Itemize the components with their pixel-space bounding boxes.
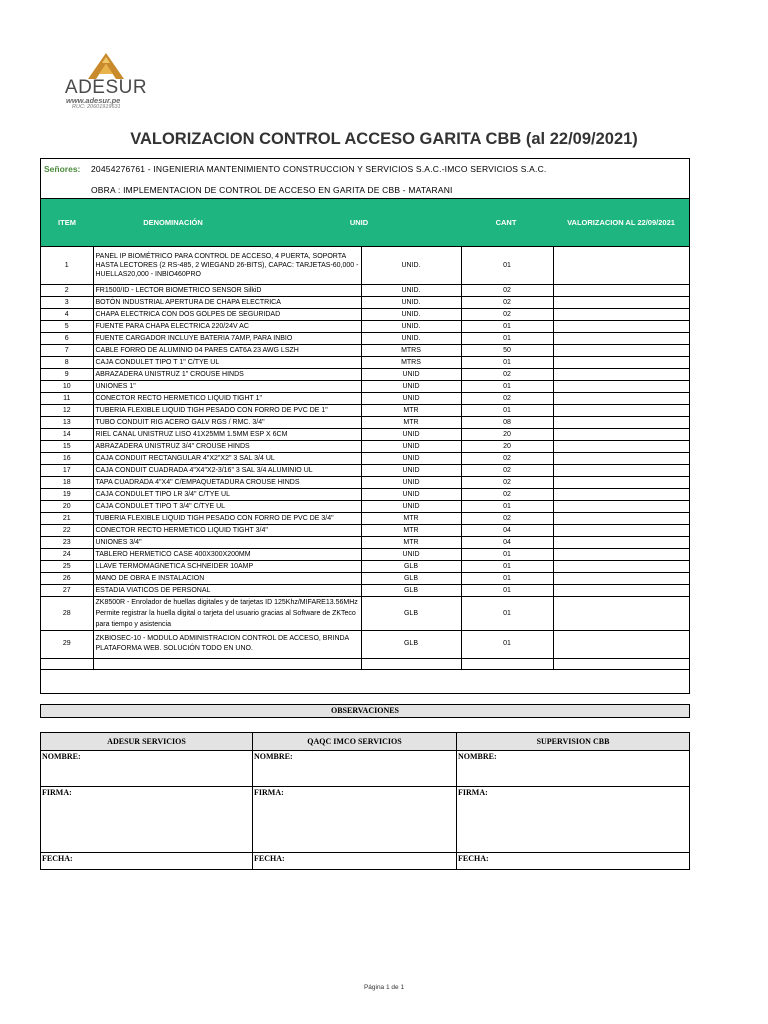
description-cell: FUENTE PARA CHAPA ELECTRICA 220/24V AC: [93, 320, 361, 332]
table-row: [41, 368, 689, 380]
unit-cell: MTR: [361, 524, 461, 536]
company-logo: [56, 52, 156, 122]
unit-cell: UNID: [361, 488, 461, 500]
description-cell: ZK8500R - Enrolador de huellas digitales y de tarjetas ID 125Khz/MIFARE13.56MHz Permite registrar la huella digital o tarjeta del usuario gracias al Software de ZKTeco para tiempo y asistencia: [93, 596, 361, 630]
table-row: [41, 380, 689, 392]
firma-label: FIRMA:: [254, 788, 284, 797]
nombre-field[interactable]: [253, 751, 456, 787]
quantity-cell: 01: [461, 560, 553, 572]
col-denominacion-header: DENOMINACIÓN: [143, 218, 203, 227]
table-row: [41, 630, 689, 658]
signature-col-supervision: [457, 733, 689, 869]
quantity-cell: 02: [461, 296, 553, 308]
quantity-cell: 50: [461, 344, 553, 356]
table-row: [41, 512, 689, 524]
unit-cell: UNID: [361, 392, 461, 404]
description-cell: ABRAZADERA UNISTRUZ 1" CROUSE HINDS: [93, 368, 361, 380]
quantity-cell: 02: [461, 488, 553, 500]
unit-cell: MTR: [361, 404, 461, 416]
table-row: [41, 440, 689, 452]
nombre-field[interactable]: [41, 751, 252, 787]
quantity-cell: 01: [461, 247, 553, 284]
table-row: [41, 344, 689, 356]
fecha-field[interactable]: [253, 853, 456, 869]
unit-cell: UNID.: [361, 308, 461, 320]
item-cell: 10: [41, 380, 93, 392]
signature-head: SUPERVISION CBB: [457, 733, 689, 751]
quantity-cell: 01: [461, 596, 553, 630]
unit-cell: UNID: [361, 464, 461, 476]
description-cell: ZKBIOSEC-10 - MODULO ADMINISTRACION CONTROL DE ACCESO, BRINDA PLATAFORMA WEB. SOLUCIÓN TODO EN UNO.: [93, 630, 361, 658]
item-cell: 5: [41, 320, 93, 332]
blank-row: [41, 658, 689, 669]
firma-field[interactable]: [41, 787, 252, 853]
table-row: [41, 572, 689, 584]
valorizacion-cell: [553, 596, 689, 630]
item-cell: 26: [41, 572, 93, 584]
valorizacion-cell: [553, 630, 689, 658]
description-cell: CAJA CONDUIT CUADRADA 4"X4"X2-3/16" 3 SAL 3/4 ALUMINIO UL: [93, 464, 361, 476]
quantity-cell: 01: [461, 630, 553, 658]
quantity-cell: 02: [461, 392, 553, 404]
table-row: [41, 584, 689, 596]
item-cell: 17: [41, 464, 93, 476]
quantity-cell: 08: [461, 416, 553, 428]
unit-cell: UNID: [361, 440, 461, 452]
unit-cell: UNID: [361, 500, 461, 512]
table-row: [41, 476, 689, 488]
item-cell: 19: [41, 488, 93, 500]
item-cell: 23: [41, 536, 93, 548]
item-cell: 22: [41, 524, 93, 536]
quantity-cell: 01: [461, 356, 553, 368]
col-cant-header: CANT: [495, 218, 517, 227]
logo-brand: ADESUR: [64, 77, 148, 98]
quantity-cell: 02: [461, 368, 553, 380]
page-footer: Página 1 de 1: [363, 984, 405, 991]
table-row: [41, 536, 689, 548]
nombre-field[interactable]: [457, 751, 689, 787]
unit-cell: UNID: [361, 368, 461, 380]
valorizacion-cell: [553, 284, 689, 296]
description-cell: CHAPA ELECTRICA CON DOS GOLPES DE SEGURIDAD: [93, 308, 361, 320]
unit-cell: MTRS: [361, 344, 461, 356]
items-table: [41, 247, 689, 670]
description-cell: CAJA CONDUIT RECTANGULAR 4"X2"X2" 3 SAL 3/4 UL: [93, 452, 361, 464]
quantity-cell: 02: [461, 452, 553, 464]
description-cell: CAJA CONDULET TIPO LR 3/4" C/TYE UL: [93, 488, 361, 500]
description-cell: MANO DE OBRA E INSTALACION: [93, 572, 361, 584]
valorizacion-cell: [553, 452, 689, 464]
unit-cell: UNID.: [361, 296, 461, 308]
col-valorizacion-header: VALORIZACION AL 22/09/2021: [567, 218, 675, 227]
valorizacion-cell: [553, 512, 689, 524]
unit-cell: MTR: [361, 416, 461, 428]
mountain-logo-icon: [86, 52, 126, 80]
valorizacion-cell: [553, 500, 689, 512]
signature-col-qaqc: [253, 733, 457, 869]
table-row: [41, 320, 689, 332]
item-cell: 11: [41, 392, 93, 404]
table-row: [41, 452, 689, 464]
valorizacion-cell: [553, 428, 689, 440]
quantity-cell: 04: [461, 524, 553, 536]
item-cell: 4: [41, 308, 93, 320]
table-row: [41, 356, 689, 368]
senores-value: 20454276761 - INGENIERIA MANTENIMIENTO CONSTRUCCION Y SERVICIOS S.A.C.-IMCO SERVICIOS S.A.C.: [91, 164, 547, 174]
nombre-label: NOMBRE:: [458, 752, 497, 761]
description-cell: PANEL IP BIOMÉTRICO PARA CONTROL DE ACCESO, 4 PUERTA, SOPORTA HASTA LECTORES (2 RS-485, 2 WIEGAND 26-BITS), CAPAC: TARJETAS-60,000 - HUELLAS20,000 - INBIO460PRO: [93, 247, 361, 284]
table-header: [41, 198, 689, 247]
description-cell: TABLERO HERMETICO CASE 400X300X200MM: [93, 548, 361, 560]
valorizacion-cell: [553, 476, 689, 488]
signature-col-adesur: [41, 733, 253, 869]
quantity-cell: 02: [461, 512, 553, 524]
valorizacion-cell: [553, 356, 689, 368]
quantity-cell: 01: [461, 500, 553, 512]
valorizacion-cell: [553, 464, 689, 476]
quantity-cell: 02: [461, 464, 553, 476]
table-row: [41, 416, 689, 428]
valorizacion-cell: [553, 392, 689, 404]
document-title: VALORIZACION CONTROL ACCESO GARITA CBB (al 22/09/2021): [130, 130, 638, 148]
quantity-cell: 01: [461, 404, 553, 416]
quantity-cell: 01: [461, 320, 553, 332]
blank-cell: [93, 658, 361, 669]
item-cell: 6: [41, 332, 93, 344]
item-cell: 16: [41, 452, 93, 464]
description-cell: ABRAZADERA UNISTRUZ 3/4" CROUSE HINDS: [93, 440, 361, 452]
table-row: [41, 548, 689, 560]
unit-cell: MTRS: [361, 356, 461, 368]
description-cell: CONECTOR RECTO HERMETICO LIQUID TIGHT 1": [93, 392, 361, 404]
fecha-label: FECHA:: [42, 854, 73, 863]
valorizacion-cell: [553, 572, 689, 584]
item-cell: 7: [41, 344, 93, 356]
blank-cell: [41, 658, 93, 669]
unit-cell: UNID.: [361, 332, 461, 344]
table-row: [41, 464, 689, 476]
quantity-cell: 20: [461, 440, 553, 452]
fecha-field[interactable]: [457, 853, 689, 869]
unit-cell: UNID: [361, 548, 461, 560]
item-cell: 3: [41, 296, 93, 308]
unit-cell: MTR: [361, 512, 461, 524]
table-row: [41, 560, 689, 572]
firma-field[interactable]: [253, 787, 456, 853]
quantity-cell: 02: [461, 284, 553, 296]
valorizacion-cell: [553, 584, 689, 596]
unit-cell: GLB: [361, 596, 461, 630]
table-row: [41, 524, 689, 536]
senores-label: Señores:: [44, 164, 81, 174]
table-row: [41, 296, 689, 308]
quantity-cell: 01: [461, 380, 553, 392]
unit-cell: UNID: [361, 452, 461, 464]
unit-cell: GLB: [361, 630, 461, 658]
valorizacion-cell: [553, 524, 689, 536]
signature-head: ADESUR SERVICIOS: [41, 733, 252, 751]
nombre-label: NOMBRE:: [42, 752, 81, 761]
item-cell: 8: [41, 356, 93, 368]
valorizacion-cell: [553, 247, 689, 284]
table-row: [41, 332, 689, 344]
description-cell: FUENTE CARGADOR INCLUYE BATERIA 7AMP, PARA INBIO: [93, 332, 361, 344]
table-row: [41, 284, 689, 296]
table-row: [41, 392, 689, 404]
description-cell: TUBERIA FLEXIBLE LIQUID TIGH PESADO CON FORRO DE PVC DE 1": [93, 404, 361, 416]
col-item-header: ITEM: [58, 218, 76, 227]
valorizacion-cell: [553, 416, 689, 428]
quantity-cell: 01: [461, 572, 553, 584]
quantity-cell: 04: [461, 536, 553, 548]
unit-cell: UNID.: [361, 247, 461, 284]
unit-cell: UNID: [361, 476, 461, 488]
fecha-label: FECHA:: [458, 854, 489, 863]
item-cell: 15: [41, 440, 93, 452]
item-cell: 21: [41, 512, 93, 524]
valorizacion-cell: [553, 560, 689, 572]
table-row: [41, 500, 689, 512]
description-cell: TUBO CONDUIT RIG ACERO GALV RGS / RMC. 3/4": [93, 416, 361, 428]
table-row: [41, 404, 689, 416]
logo-ruc: RUC: 20601919631: [72, 104, 121, 110]
unit-cell: UNID.: [361, 320, 461, 332]
item-cell: 20: [41, 500, 93, 512]
signature-table: [40, 732, 690, 870]
valorizacion-cell: [553, 332, 689, 344]
valorizacion-cell: [553, 440, 689, 452]
item-cell: 24: [41, 548, 93, 560]
signature-head: QAQC IMCO SERVICIOS: [253, 733, 456, 751]
quantity-cell: 20: [461, 428, 553, 440]
table-row: [41, 596, 689, 630]
item-cell: 28: [41, 596, 93, 630]
description-cell: UNIONES 1": [93, 380, 361, 392]
unit-cell: GLB: [361, 572, 461, 584]
description-cell: FR1500/ID - LECTOR BIOMETRICO SENSOR SilkiD: [93, 284, 361, 296]
logo-website: www.adesur.pe: [66, 96, 121, 105]
unit-cell: UNID: [361, 380, 461, 392]
fecha-label: FECHA:: [254, 854, 285, 863]
unit-cell: GLB: [361, 560, 461, 572]
quantity-cell: 02: [461, 308, 553, 320]
item-cell: 25: [41, 560, 93, 572]
description-cell: TAPA CUADRADA 4"X4" C/EMPAQUETADURA CROUSE HINDS: [93, 476, 361, 488]
item-cell: 18: [41, 476, 93, 488]
firma-field[interactable]: [457, 787, 689, 853]
table-row: [41, 308, 689, 320]
valorizacion-frame: [40, 158, 690, 694]
col-unid-header: UNID: [349, 218, 369, 227]
firma-label: FIRMA:: [458, 788, 488, 797]
quantity-cell: 02: [461, 476, 553, 488]
obra-value: OBRA : IMPLEMENTACION DE CONTROL DE ACCESO EN GARITA DE CBB - MATARANI: [91, 185, 453, 195]
valorizacion-cell: [553, 344, 689, 356]
description-cell: RIEL CANAL UNISTRUZ LISO 41X25MM 1.5MM ESP X 6CM: [93, 428, 361, 440]
item-cell: 27: [41, 584, 93, 596]
description-cell: CAJA CONDULET TIPO T 3/4" C/TYE UL: [93, 500, 361, 512]
description-cell: UNIONES 3/4": [93, 536, 361, 548]
quantity-cell: 01: [461, 332, 553, 344]
blank-cell: [553, 658, 689, 669]
item-cell: 2: [41, 284, 93, 296]
table-row: [41, 247, 689, 284]
item-cell: 12: [41, 404, 93, 416]
valorizacion-cell: [553, 308, 689, 320]
description-cell: CABLE FORRO DE ALUMINIO 04 PARES CAT6A 23 AWG LSZH: [93, 344, 361, 356]
item-cell: 9: [41, 368, 93, 380]
valorizacion-cell: [553, 404, 689, 416]
blank-cell: [461, 658, 553, 669]
description-cell: TUBERIA FLEXIBLE LIQUID TIGH PESADO CON FORRO DE PVC DE 3/4": [93, 512, 361, 524]
unit-cell: UNID: [361, 428, 461, 440]
item-cell: 13: [41, 416, 93, 428]
unit-cell: UNID.: [361, 284, 461, 296]
unit-cell: MTR: [361, 536, 461, 548]
valorizacion-cell: [553, 548, 689, 560]
description-cell: CAJA CONDULET TIPO T 1" C/TYE UL: [93, 356, 361, 368]
observaciones-header: OBSERVACIONES: [40, 704, 690, 718]
valorizacion-cell: [553, 320, 689, 332]
valorizacion-cell: [553, 368, 689, 380]
quantity-cell: 01: [461, 584, 553, 596]
item-cell: 29: [41, 630, 93, 658]
description-cell: LLAVE TERMOMAGNETICA SCHNEIDER 10AMP: [93, 560, 361, 572]
description-cell: CONECTOR RECTO HERMETICO LIQUID TIGHT 3/4": [93, 524, 361, 536]
blank-cell: [361, 658, 461, 669]
description-cell: BOTÓN INDUSTRIAL APERTURA DE CHAPA ELECTRICA: [93, 296, 361, 308]
fecha-field[interactable]: [41, 853, 252, 869]
valorizacion-cell: [553, 536, 689, 548]
firma-label: FIRMA:: [42, 788, 72, 797]
nombre-label: NOMBRE:: [254, 752, 293, 761]
item-cell: 14: [41, 428, 93, 440]
table-row: [41, 428, 689, 440]
valorizacion-cell: [553, 488, 689, 500]
unit-cell: GLB: [361, 584, 461, 596]
valorizacion-cell: [553, 296, 689, 308]
valorizacion-cell: [553, 380, 689, 392]
item-cell: 1: [41, 247, 93, 284]
description-cell: ESTADIA VIATICOS DE PERSONAL: [93, 584, 361, 596]
quantity-cell: 01: [461, 548, 553, 560]
table-row: [41, 488, 689, 500]
